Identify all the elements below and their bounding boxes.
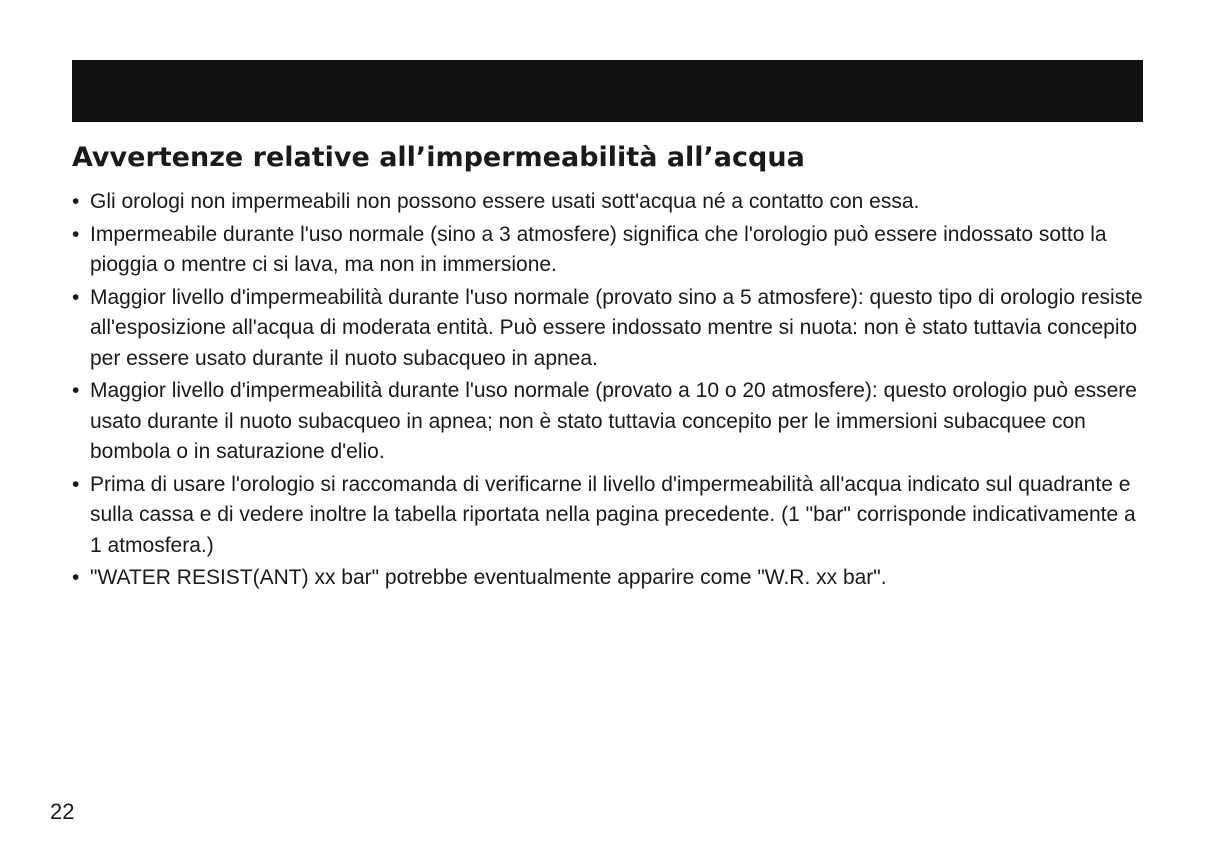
list-item-text: Maggior livello d'impermeabilità durante l'uso normale (provato sino a 5 atmosfere): questo tipo di orologio resiste all'esposizione all'acqua di moderata entità. Può essere indossato mentre si nuota: non è stato tuttavia concepito per essere usato durante il nuoto subacqueo in apnea. (90, 285, 1143, 370)
bullet-dot: • (72, 472, 80, 496)
section-title: Avvertenze relative all’impermeabilità all’acqua (72, 142, 805, 173)
list-item (72, 283, 1150, 375)
list-item-text: Maggior livello d'impermeabilità durante l'uso normale (provato a 10 o 20 atmosfere): questo orologio può essere usato durante il nuoto subacqueo in apnea; non è stato tuttavia concepito per le immersioni subacquee con bombola o in saturazione d'elio. (90, 379, 1137, 463)
bullet-dot: • (72, 190, 80, 213)
bullet-dot: • (72, 285, 80, 309)
bullet-list (72, 187, 1150, 596)
list-item (72, 470, 1150, 562)
list-item (72, 376, 1150, 468)
bullet-dot: • (72, 566, 80, 589)
list-item (72, 220, 1150, 281)
list-item-text: Impermeabile durante l'uso normale (sino a 3 atmosfere) significa che l'orologio può essere indossato sotto la pioggia o mentre ci si lava, ma non in immersione. (90, 222, 1107, 276)
bullet-dot: • (72, 379, 80, 402)
header-bar (72, 60, 1143, 122)
list-item (72, 187, 1150, 218)
list-item (72, 563, 1150, 594)
list-item-text: Gli orologi non impermeabili non possono essere usati sott'acqua né a contatto con essa. (90, 190, 920, 213)
page-number: 22 (50, 799, 75, 824)
list-item-text: "WATER RESIST(ANT) xx bar" potrebbe eventualmente apparire come "W.R. xx bar". (90, 566, 887, 589)
bullet-dot: • (72, 222, 80, 246)
list-item-text: Prima di usare l'orologio si raccomanda di verificarne il livello d'impermeabilità all'acqua indicato sul quadrante e sulla cassa e di vedere inoltre la tabella riportata nella pagina precedente. (1 "bar" corrisponde indicativamente a 1 atmosfera.) (90, 472, 1136, 557)
